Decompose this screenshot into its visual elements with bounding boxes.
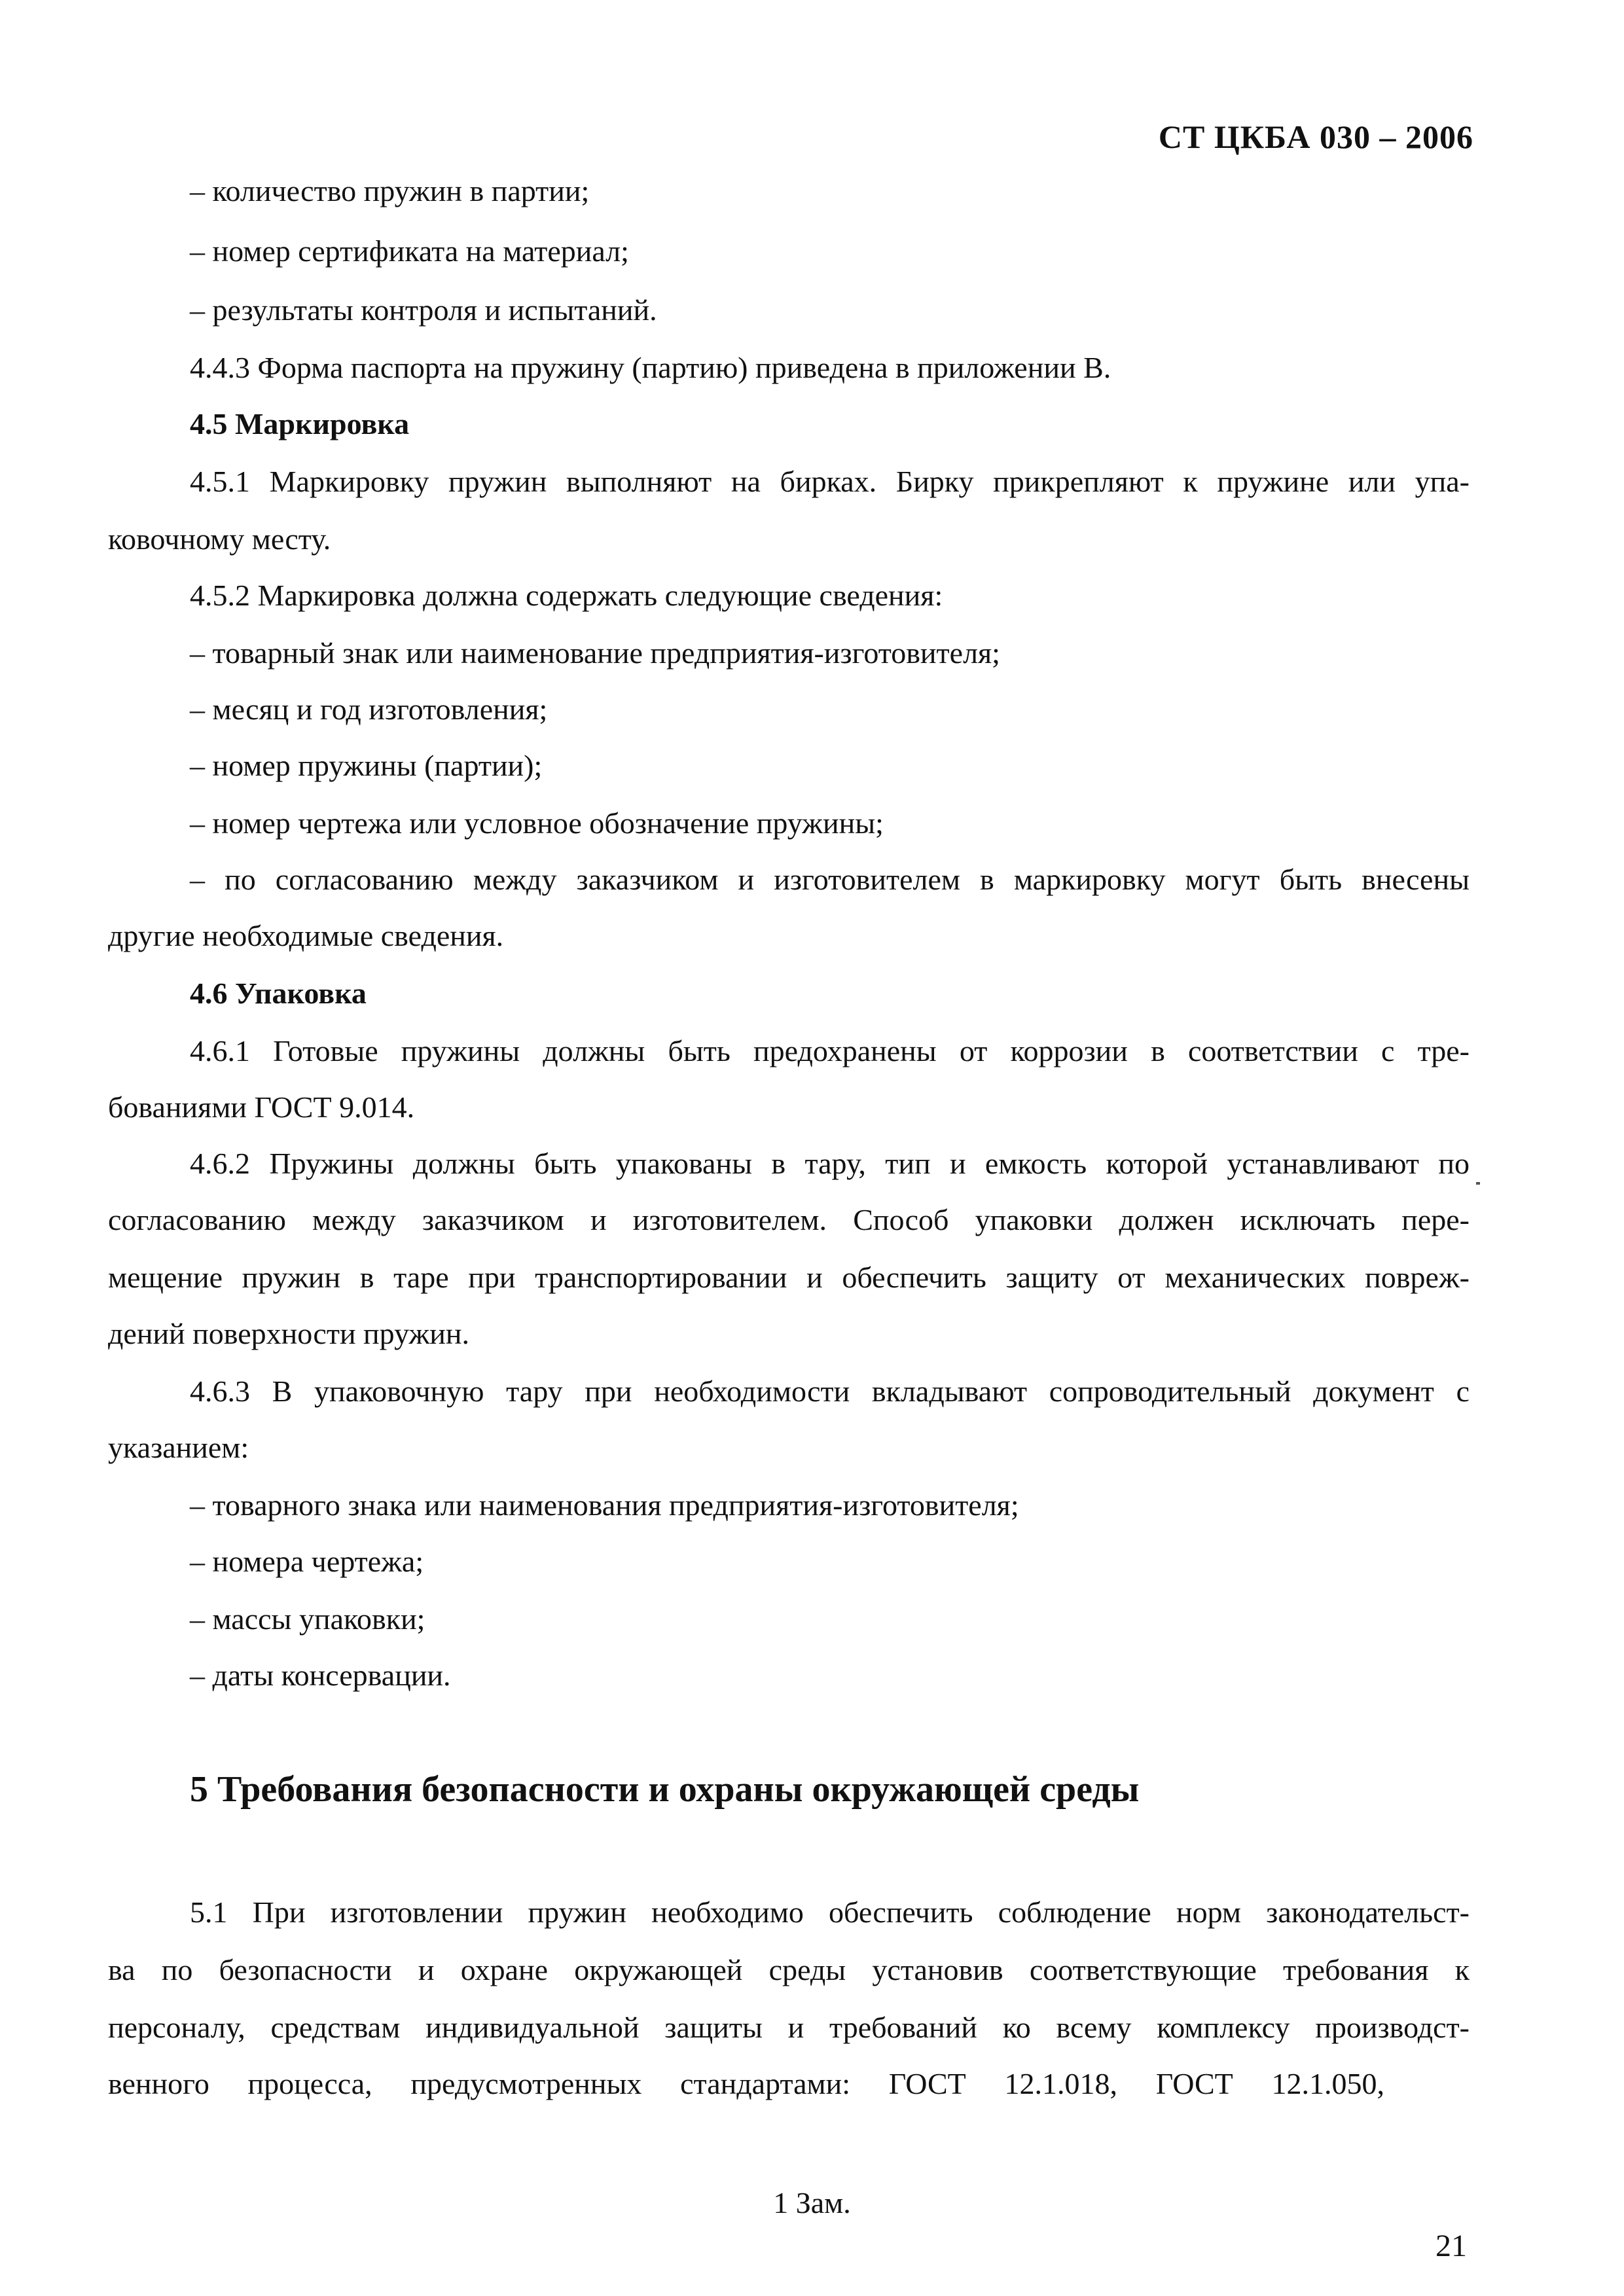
scan-mark xyxy=(1476,1182,1480,1185)
paragraph-4-5-2: 4.5.2 Маркировка должна содержать следующие сведения: xyxy=(190,579,943,612)
list-item-trademark: – товарный знак или наименование предприятия-изготовителя; xyxy=(190,636,1000,670)
list-item-other-info-line-2: другие необходимые сведения. xyxy=(108,919,504,952)
paragraph-4-6-1-line-1: 4.6.1 Готовые пружины должны быть предохранены от коррозии в соответствии с тре- xyxy=(190,1034,1470,1067)
paragraph-5-1-line-1: 5.1 При изготовлении пружин необходимо обеспечить соблюдение норм законодательст- xyxy=(190,1895,1470,1929)
list-item-batch-quantity: – количество пружин в партии; xyxy=(190,174,590,207)
document-code-header: СТ ЦКБА 030 – 2006 xyxy=(1158,118,1473,155)
section-heading-5-safety: 5 Требования безопасности и охраны окружающей среды xyxy=(190,1769,1140,1810)
paragraph-4-6-2-line-3: мещение пружин в таре при транспортировании и обеспечить защиту от механических повреж- xyxy=(108,1261,1470,1294)
list-item-trademark-packaging: – товарного знака или наименования предприятия-изготовителя; xyxy=(190,1488,1019,1522)
heading-4-6-packaging: 4.6 Упаковка xyxy=(190,977,367,1010)
list-item-drawing-number: – номер чертежа или условное обозначение пружины; xyxy=(190,806,884,840)
list-item-drawing-number-packaging: – номера чертежа; xyxy=(190,1545,424,1578)
list-item-preservation-date: – даты консервации. xyxy=(190,1659,451,1692)
paragraph-4-6-2-line-1: 4.6.2 Пружины должны быть упакованы в тару, тип и емкость которой устанавливают по xyxy=(190,1147,1470,1180)
paragraph-5-1-line-4: венного процесса, предусмотренных стандартами: ГОСТ 12.1.018, ГОСТ 12.1.050, xyxy=(108,2067,1384,2100)
heading-4-5-marking: 4.5 Маркировка xyxy=(190,407,410,440)
list-item-other-info-line-1: – по согласованию между заказчиком и изготовителем в маркировку могут быть внесены xyxy=(190,863,1470,896)
paragraph-4-6-3-line-2: указанием: xyxy=(108,1431,249,1464)
paragraph-4-5-1-line-2: ковочному месту. xyxy=(108,522,331,556)
paragraph-4-6-3-line-1: 4.6.3 В упаковочную тару при необходимости вкладывают сопроводительный документ с xyxy=(190,1374,1470,1408)
page-number: 21 xyxy=(1435,2229,1467,2263)
list-item-certificate-number: – номер сертификата на материал; xyxy=(190,234,629,268)
paragraph-4-6-2-line-4: дений поверхности пружин. xyxy=(108,1317,469,1350)
revision-note: 1 Зам. xyxy=(773,2186,851,2219)
paragraph-4-5-1-line-1: 4.5.1 Маркировку пружин выполняют на бирках. Бирку прикрепляют к пружине или упа- xyxy=(190,465,1470,498)
paragraph-4-4-3: 4.4.3 Форма паспорта на пружину (партию) приведена в приложении В. xyxy=(190,351,1111,384)
paragraph-4-6-2-line-2: согласованию между заказчиком и изготовителем. Способ упаковки должен исключать пере- xyxy=(108,1203,1470,1236)
list-item-manufacture-date: – месяц и год изготовления; xyxy=(190,692,548,726)
list-item-package-mass: – массы упаковки; xyxy=(190,1602,425,1636)
paragraph-4-6-1-line-2: бованиями ГОСТ 9.014. xyxy=(108,1090,415,1124)
list-item-test-results: – результаты контроля и испытаний. xyxy=(190,293,657,327)
paragraph-5-1-line-2: ва по безопасности и охране окружающей среды установив соответствующие требования к xyxy=(108,1953,1470,1986)
paragraph-5-1-line-3: персоналу, средствам индивидуальной защиты и требований ко всему комплексу производст- xyxy=(108,2011,1470,2044)
list-item-spring-number: – номер пружины (партии); xyxy=(190,749,543,782)
